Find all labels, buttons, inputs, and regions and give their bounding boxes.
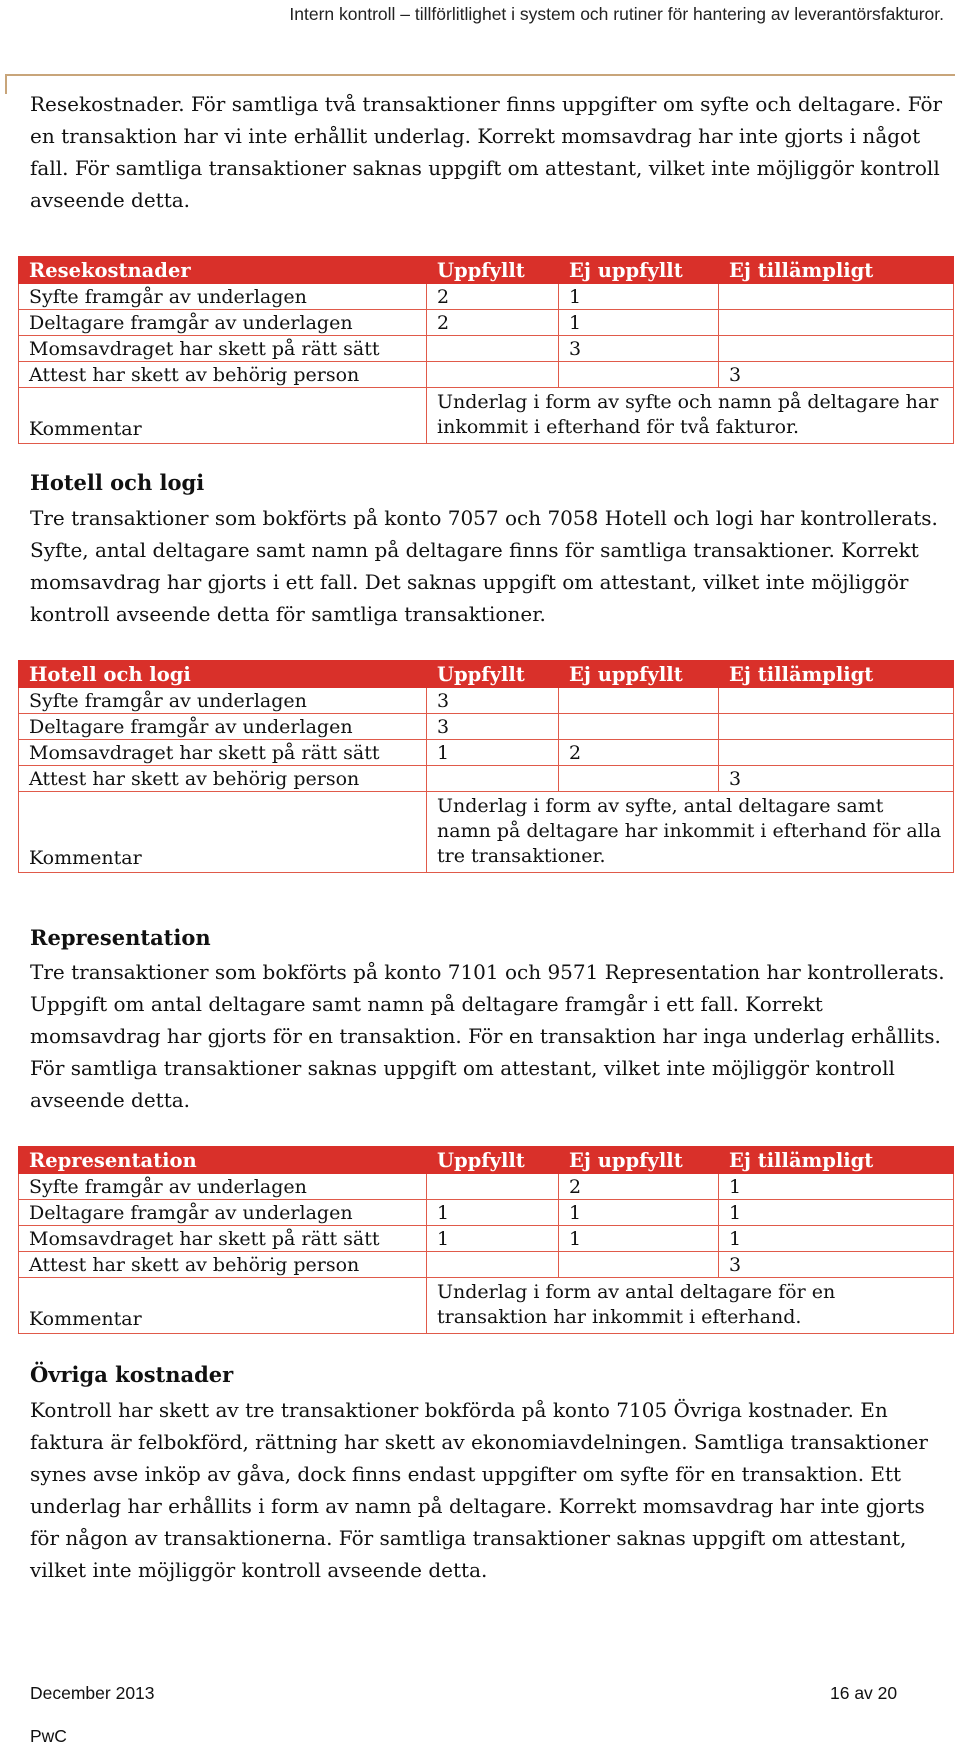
- table-header-cell: Ej uppfyllt: [559, 257, 719, 284]
- table-row: [19, 1226, 954, 1252]
- footer-brand: PwC: [30, 1726, 67, 1746]
- table-cell: 1: [559, 1200, 719, 1226]
- table-cell: 2: [427, 310, 559, 336]
- representation-table: [18, 1146, 954, 1334]
- table-cell: [719, 714, 954, 740]
- table-row: [19, 284, 954, 310]
- row-label: Syfte framgår av underlagen: [19, 284, 427, 310]
- table-cell: 1: [559, 284, 719, 310]
- table-cell: [719, 688, 954, 714]
- header-rule: [5, 74, 955, 76]
- comment-label: Kommentar: [19, 388, 427, 444]
- table-header-row: [19, 661, 954, 688]
- table-cell: 3: [427, 688, 559, 714]
- resekostnader-table: [18, 256, 954, 444]
- table-row: [19, 740, 954, 766]
- table-row: [19, 310, 954, 336]
- table-header-cell: Uppfyllt: [427, 257, 559, 284]
- table-cell: 1: [427, 1226, 559, 1252]
- table-cell: 1: [559, 310, 719, 336]
- table-header-cell: Hotell och logi: [19, 661, 427, 688]
- table-cell: [559, 362, 719, 388]
- table-cell: 2: [427, 284, 559, 310]
- table-cell: 1: [719, 1200, 954, 1226]
- section-heading-representation: Representation: [30, 925, 211, 950]
- section-text-representation: Tre transaktioner som bokförts på konto 7101 och 9571 Representation har kontrollerats. Uppgift om antal deltagare samt namn på deltagare framgår i ett fall. Korrekt momsavdrag har gjorts för en transaktion. För en transaktion har inga underlag erhållits. För samtliga transaktioner saknas uppgift om attestant, vilket inte möjliggör kontroll avseende detta.: [30, 960, 945, 1112]
- row-label: Momsavdraget har skett på rätt sätt: [19, 740, 427, 766]
- document-header-title: Intern kontroll – tillförlitlighet i system och rutiner för hantering av leverantörsfakturor.: [289, 4, 944, 24]
- table-cell: [559, 714, 719, 740]
- comment-row: [19, 388, 954, 444]
- table-cell: [559, 766, 719, 792]
- row-label: Attest har skett av behörig person: [19, 1252, 427, 1278]
- table-header-cell: Uppfyllt: [427, 1147, 559, 1174]
- table-cell: 1: [559, 1226, 719, 1252]
- intro-paragraph: Resekostnader. För samtliga två transaktioner finns uppgifter om syfte och deltagare. För en transaktion har vi inte erhållit underlag. Korrekt momsavdrag har inte gjorts i något fall. För samtliga transaktioner saknas uppgift om attestant, vilket inte möjliggör kontroll avseende detta.: [30, 92, 943, 212]
- table-cell: [427, 1252, 559, 1278]
- table-cell: [719, 740, 954, 766]
- footer-date: December 2013: [30, 1683, 155, 1703]
- table-cell: 3: [427, 714, 559, 740]
- table-header-cell: Ej tillämpligt: [719, 257, 954, 284]
- row-label: Syfte framgår av underlagen: [19, 688, 427, 714]
- table-row: [19, 688, 954, 714]
- table-cell: 3: [719, 1252, 954, 1278]
- section-heading-hotell: Hotell och logi: [30, 470, 205, 495]
- table-cell: 3: [719, 362, 954, 388]
- table-cell: 1: [427, 740, 559, 766]
- comment-row: [19, 1278, 954, 1334]
- table-cell: 1: [719, 1174, 954, 1200]
- row-label: Deltagare framgår av underlagen: [19, 1200, 427, 1226]
- comment-text: Underlag i form av syfte, antal deltagare samt namn på deltagare har inkommit i efterhand för alla tre transaktioner.: [427, 792, 954, 873]
- table-header-cell: Ej tillämpligt: [719, 1147, 954, 1174]
- table-cell: 1: [427, 1200, 559, 1226]
- table-cell: [719, 336, 954, 362]
- row-label: Attest har skett av behörig person: [19, 766, 427, 792]
- comment-text: Underlag i form av syfte och namn på deltagare har inkommit i efterhand för två fakturor.: [427, 388, 954, 444]
- section-text-ovriga: Kontroll har skett av tre transaktioner bokförda på konto 7105 Övriga kostnader. En faktura är felbokförd, rättning har skett av ekonomiavdelningen. Samtliga transaktioner synes avse inköp av gåva, dock finns endast uppgifter om syfte för en transaktion. Ett underlag har erhållits i form av namn på deltagare. Korrekt momsavdrag har inte gjorts för någon av transaktionerna. För samtliga transaktioner saknas uppgift om attestant, vilket inte möjliggör kontroll avseende detta.: [30, 1398, 928, 1582]
- table-cell: [559, 688, 719, 714]
- table-row: [19, 1174, 954, 1200]
- table-header-cell: Ej tillämpligt: [719, 661, 954, 688]
- table-row: [19, 714, 954, 740]
- table-header-cell: Representation: [19, 1147, 427, 1174]
- table-row: [19, 1252, 954, 1278]
- table-row: [19, 1200, 954, 1226]
- table-cell: [559, 1252, 719, 1278]
- table-row: [19, 766, 954, 792]
- table-cell: [427, 766, 559, 792]
- row-label: Syfte framgår av underlagen: [19, 1174, 427, 1200]
- table-cell: 3: [719, 766, 954, 792]
- section-heading-ovriga: Övriga kostnader: [30, 1362, 234, 1387]
- table-header-cell: Uppfyllt: [427, 661, 559, 688]
- row-label: Deltagare framgår av underlagen: [19, 714, 427, 740]
- comment-row: [19, 792, 954, 873]
- table-cell: [427, 336, 559, 362]
- table-row: [19, 362, 954, 388]
- row-label: Deltagare framgår av underlagen: [19, 310, 427, 336]
- hotell-table: [18, 660, 954, 873]
- table-cell: [719, 310, 954, 336]
- section-text-hotell: Tre transaktioner som bokförts på konto 7057 och 7058 Hotell och logi har kontrollerats. Syfte, antal deltagare samt namn på deltagare finns för samtliga transaktioner. Korrekt momsavdrag har gjorts i ett fall. Det saknas uppgift om attestant, vilket inte möjliggör kontroll avseende detta för samtliga transaktioner.: [30, 506, 938, 626]
- row-label: Momsavdraget har skett på rätt sätt: [19, 336, 427, 362]
- row-label: Attest har skett av behörig person: [19, 362, 427, 388]
- table-cell: 3: [559, 336, 719, 362]
- comment-label: Kommentar: [19, 1278, 427, 1334]
- table-cell: 2: [559, 740, 719, 766]
- table-header-row: [19, 257, 954, 284]
- table-row: [19, 336, 954, 362]
- table-cell: 1: [719, 1226, 954, 1252]
- table-cell: 2: [559, 1174, 719, 1200]
- table-cell: [427, 1174, 559, 1200]
- header-rule-corner: [5, 74, 7, 94]
- table-header-cell: Ej uppfyllt: [559, 661, 719, 688]
- row-label: Momsavdraget har skett på rätt sätt: [19, 1226, 427, 1252]
- table-header-cell: Ej uppfyllt: [559, 1147, 719, 1174]
- table-cell: [427, 362, 559, 388]
- table-header-cell: Resekostnader: [19, 257, 427, 284]
- comment-text: Underlag i form av antal deltagare för en transaktion har inkommit i efterhand.: [427, 1278, 954, 1334]
- comment-label: Kommentar: [19, 792, 427, 873]
- footer-page-number: 16 av 20: [830, 1683, 898, 1703]
- table-header-row: [19, 1147, 954, 1174]
- table-cell: [719, 284, 954, 310]
